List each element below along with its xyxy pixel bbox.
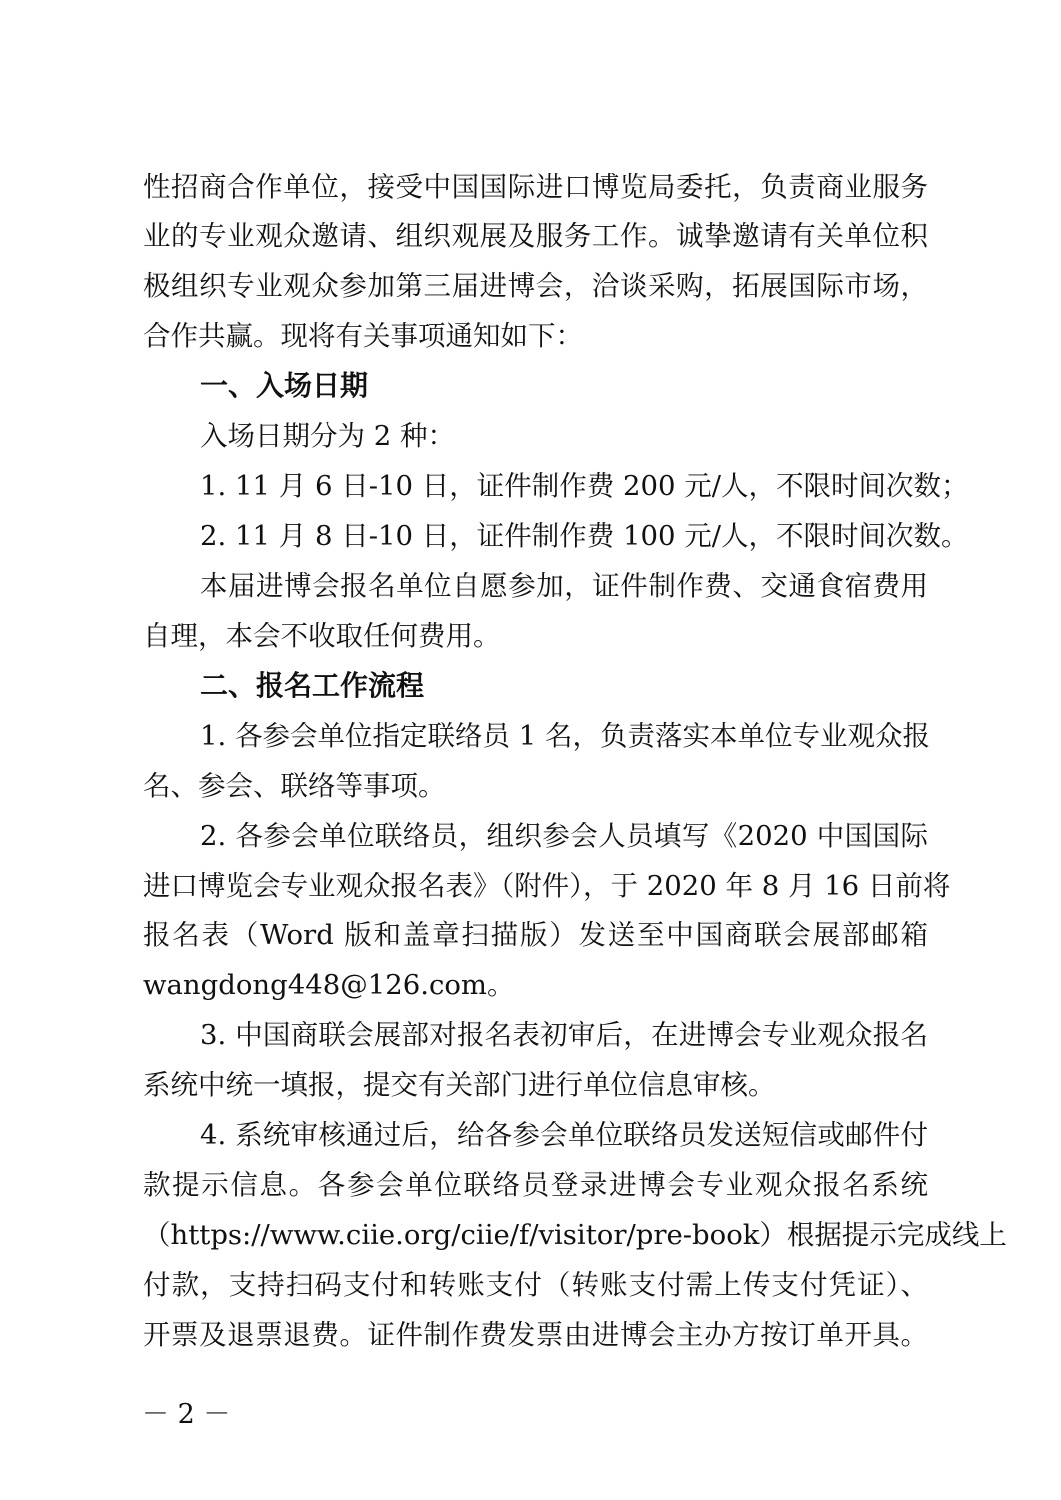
page-number: － 2 － <box>142 1399 231 1430</box>
list-item: 2. 11 月 8 日-10 日，证件制作费 100 元/人，不限时间次数。 <box>200 520 969 552</box>
section-heading-registration-process: 二、报名工作流程 <box>200 669 425 702</box>
paragraph-line: 开票及退票退费。证件制作费发票由进博会主办方按订单开具。 <box>143 1319 928 1351</box>
paragraph-line: 报名表（Word 版和盖章扫描版）发送至中国商联会展部邮箱 <box>143 919 928 951</box>
paragraph-line: 系统中统一填报，提交有关部门进行单位信息审核。 <box>143 1069 776 1101</box>
paragraph-line: 合作共赢。现将有关事项通知如下： <box>143 320 583 352</box>
paragraph-line: 1. 各参会单位指定联络员 1 名，负责落实本单位专业观众报 <box>200 720 930 752</box>
paragraph-line: 3. 中国商联会展部对报名表初审后，在进博会专业观众报名 <box>200 1019 928 1051</box>
paragraph-line: 款提示信息。各参会单位联络员登录进博会专业观众报名系统 <box>143 1169 928 1201</box>
paragraph-line: 业的专业观众邀请、组织观展及服务工作。诚挚邀请有关单位积 <box>143 220 928 252</box>
paragraph-line: 付款，支持扫码支付和转账支付（转账支付需上传支付凭证）、 <box>143 1269 928 1301</box>
registration-url-line: （https://www.ciie.org/ciie/f/visitor/pre-book）根据提示完成线上 <box>143 1219 1007 1251</box>
paragraph-line: 极组织专业观众参加第三届进博会，洽谈采购，拓展国际市场， <box>143 270 928 302</box>
paragraph-line: 性招商合作单位，接受中国国际进口博览局委托，负责商业服务 <box>143 171 928 203</box>
email-address: wangdong448@126.com。 <box>143 969 515 1001</box>
section-intro: 入场日期分为 2 种： <box>200 420 455 452</box>
paragraph-line: 本届进博会报名单位自愿参加，证件制作费、交通食宿费用 <box>200 570 928 602</box>
paragraph-line: 进口博览会专业观众报名表》（附件），于 2020 年 8 月 16 日前将 <box>143 870 951 902</box>
paragraph-line: 名、参会、联络等事项。 <box>143 770 446 802</box>
list-item: 1. 11 月 6 日-10 日，证件制作费 200 元/人，不限时间次数； <box>200 470 969 502</box>
section-heading-entry-dates: 一、入场日期 <box>200 369 369 402</box>
paragraph-line: 自理，本会不收取任何费用。 <box>143 620 501 652</box>
paragraph-line: 4. 系统审核通过后，给各参会单位联络员发送短信或邮件付 <box>200 1119 928 1151</box>
paragraph-line: 2. 各参会单位联络员，组织参会人员填写《2020 中国国际 <box>200 820 928 852</box>
